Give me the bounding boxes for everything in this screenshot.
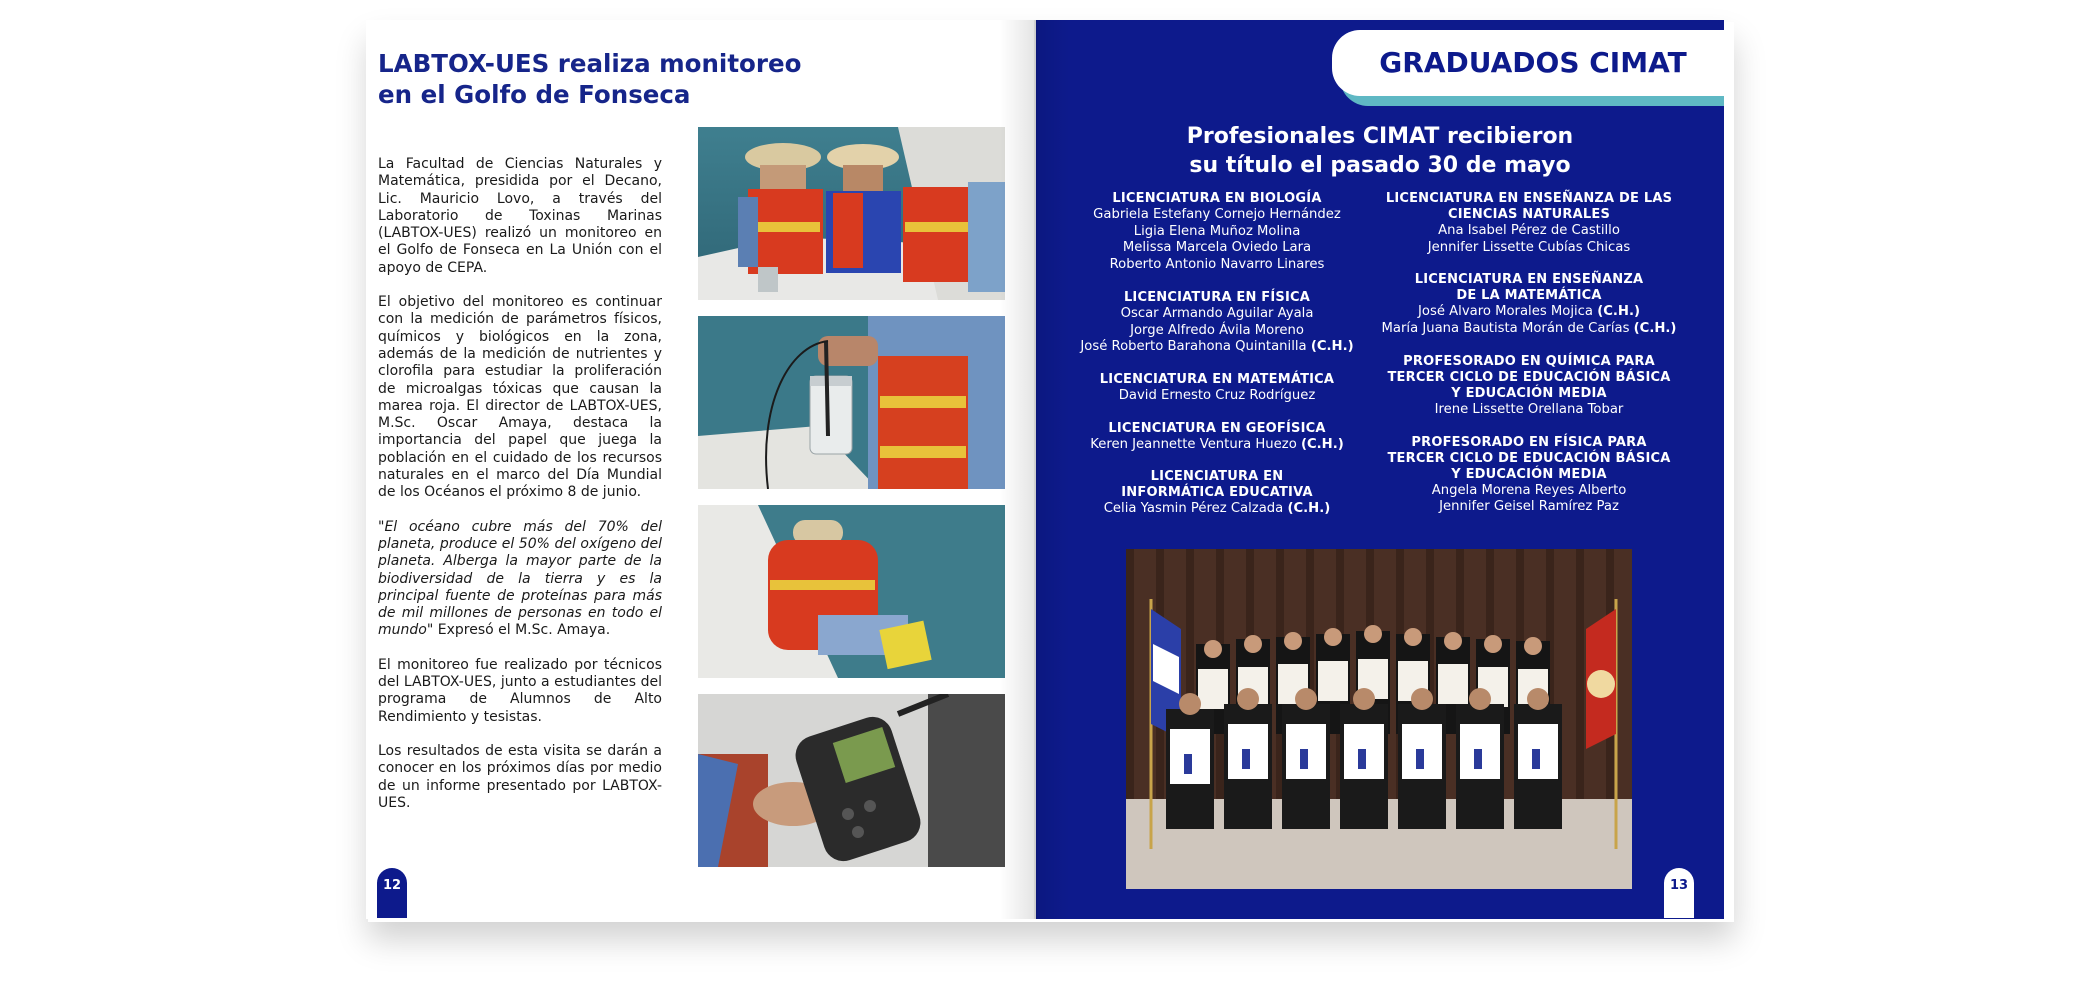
graduate-name: Oscar Armando Aguilar Ayala xyxy=(1120,305,1314,321)
graduate-name: Ligia Elena Muñoz Molina xyxy=(1133,223,1301,239)
degree-title-line1: PROFESORADO EN QUÍMICA PARA xyxy=(1403,353,1655,369)
degree-title-line1: LICENCIATURA EN ENSEÑANZA DE LAS xyxy=(1385,191,1673,206)
page-number-left: 12 xyxy=(377,868,407,918)
article-paragraph: Los resultados de esta visita se darán a conocer en los próximos días por medio de un informe presentado por LABTOX-UES. xyxy=(378,742,662,811)
quote-open: " xyxy=(378,518,385,535)
degree-title-line2: TERCER CICLO DE EDUCACIÓN BÁSICA xyxy=(1387,369,1671,385)
article-title-line1: LABTOX-UES realiza monitoreo xyxy=(378,49,802,78)
honors-badge: (C.H.) xyxy=(1633,321,1677,337)
degrees-column-left xyxy=(1067,191,1367,534)
graduate-name: David Ernesto Cruz Rodríguez xyxy=(1118,387,1316,403)
honors-badge: (C.H.) xyxy=(1287,501,1331,517)
article-paragraph: El monitoreo fue realizado por técnicos del LABTOX-UES, junto a estudiantes del programa de Alumnos de Alto Rendimiento y tesistas. xyxy=(378,656,662,725)
graduate-name-row xyxy=(1379,304,1679,321)
degree-title-line3: Y EDUCACIÓN MEDIA xyxy=(1451,385,1607,401)
degree-title: LICENCIATURA EN FÍSICA xyxy=(1123,289,1311,305)
page-number-right: 13 xyxy=(1664,868,1694,918)
article-title-line2: en el Golfo de Fonseca xyxy=(378,80,691,109)
graduate-name-row xyxy=(1067,437,1367,454)
graduates-heading-line2: su título el pasado 30 de mayo xyxy=(1189,153,1571,178)
graduate-name: José Alvaro Morales Mojica xyxy=(1418,304,1593,320)
graduate-name-row xyxy=(1379,321,1679,338)
honors-badge: (C.H.) xyxy=(1310,339,1354,355)
graduate-name: Celia Yasmin Pérez Calzada xyxy=(1103,501,1284,517)
degree-title-line1: LICENCIATURA EN ENSEÑANZA xyxy=(1414,272,1644,288)
degree-group xyxy=(1379,191,1679,256)
honors-badge: (C.H.) xyxy=(1597,304,1640,320)
article-quote xyxy=(378,519,662,640)
photo-probe-jar xyxy=(698,316,1005,489)
graduate-name: Jennifer Geisel Ramírez Paz xyxy=(1439,499,1619,515)
degree-group xyxy=(1067,290,1367,356)
degrees-column-right xyxy=(1379,191,1679,532)
degree-title-line2: INFORMÁTICA EDUCATIVA xyxy=(1121,485,1313,501)
graduate-name: Gabriela Estefany Cornejo Hernández xyxy=(1093,207,1341,222)
graduate-name: Jorge Alfredo Ávila Moreno xyxy=(1130,322,1304,338)
honors-badge: (C.H.) xyxy=(1300,436,1344,452)
graduate-name: Angela Morena Reyes Alberto xyxy=(1431,482,1627,498)
graduate-name: José Roberto Barahona Quintanilla xyxy=(1080,339,1307,355)
degree-title-line3: Y EDUCACIÓN MEDIA xyxy=(1451,466,1607,482)
graduate-name: Roberto Antonio Navarro Linares xyxy=(1109,257,1325,273)
graduates-heading-line1: Profesionales CIMAT recibieron xyxy=(1186,124,1574,149)
graduate-name: Jennifer Lissette Cubías Chicas xyxy=(1427,239,1631,255)
quote-text: El océano cubre más del 70% del planeta, produce el 50% del oxígeno del planeta. Alberga la mayor parte de la biodiversidad de la tierra y es la principal fuente de proteínas para más de mil millones de personas en todo el mundo xyxy=(378,518,662,639)
graduate-name: Ana Isabel Pérez de Castillo xyxy=(1438,223,1620,238)
degree-title-line2: TERCER CICLO DE EDUCACIÓN BÁSICA xyxy=(1387,450,1671,466)
quote-close: " Expresó el M.Sc. Amaya. xyxy=(426,622,611,639)
graduate-name-row xyxy=(1067,339,1367,356)
degree-title: LICENCIATURA EN GEOFÍSICA xyxy=(1108,420,1326,436)
graduates-heading xyxy=(1100,122,1660,180)
article-title xyxy=(378,48,838,110)
degree-title-line1: LICENCIATURA EN xyxy=(1150,469,1284,485)
graduate-name-row xyxy=(1067,501,1367,518)
graduate-name: Irene Lissette Orellana Tobar xyxy=(1434,401,1624,417)
degree-title-line2: CIENCIAS NATURALES xyxy=(1447,207,1611,222)
photo-handheld-meter xyxy=(698,694,1005,867)
degree-title-line2: DE LA MATEMÁTICA xyxy=(1456,288,1602,304)
graduation-group-photo xyxy=(1126,549,1632,889)
graduate-name: Keren Jeannette Ventura Huezo xyxy=(1090,436,1297,452)
degree-group xyxy=(1067,191,1367,274)
degree-title: LICENCIATURA EN MATEMÁTICA xyxy=(1099,371,1335,387)
degree-group xyxy=(1067,469,1367,518)
photo-boat-sampling xyxy=(698,127,1005,300)
article-body xyxy=(378,156,662,829)
graduate-name: María Juana Bautista Morán de Carías xyxy=(1381,321,1630,337)
degree-group xyxy=(1379,354,1679,419)
photo-field-notes xyxy=(698,505,1005,678)
degree-group xyxy=(1379,272,1679,337)
article-paragraph: El objetivo del monitoreo es continuar con la medición de parámetros físicos, químicos y biológicos en la zona, además de la medición de nutrientes y clorofila para estudiar la proliferación de microalgas tóxicas que causan la marea roja. El director de LABTOX-UES, M.Sc. Oscar Amaya, destaca la importancia del papel que juega la población en el cuidado de los recursos naturales en el marco del Día Mundial de los Océanos el próximo 8 de junio. xyxy=(378,294,662,501)
article-paragraph: La Facultad de Ciencias Naturales y Matemática, presidida por el Decano, Lic. Mauricio Lovo, a través del Laboratorio de Toxinas Marinas (LABTOX-UES) realizó un monitoreo en el Golfo de Fonseca en La Unión con el apoyo de CEPA. xyxy=(378,156,662,276)
degree-group xyxy=(1067,421,1367,454)
degree-group xyxy=(1067,372,1367,405)
graduate-name: Melissa Marcela Oviedo Lara xyxy=(1122,240,1312,256)
banner-title: GRADUADOS CIMAT xyxy=(1379,46,1687,79)
degree-title-line1: PROFESORADO EN FÍSICA PARA xyxy=(1411,434,1647,450)
degree-group xyxy=(1379,435,1679,516)
degree-title: LICENCIATURA EN BIOLOGÍA xyxy=(1112,191,1322,206)
